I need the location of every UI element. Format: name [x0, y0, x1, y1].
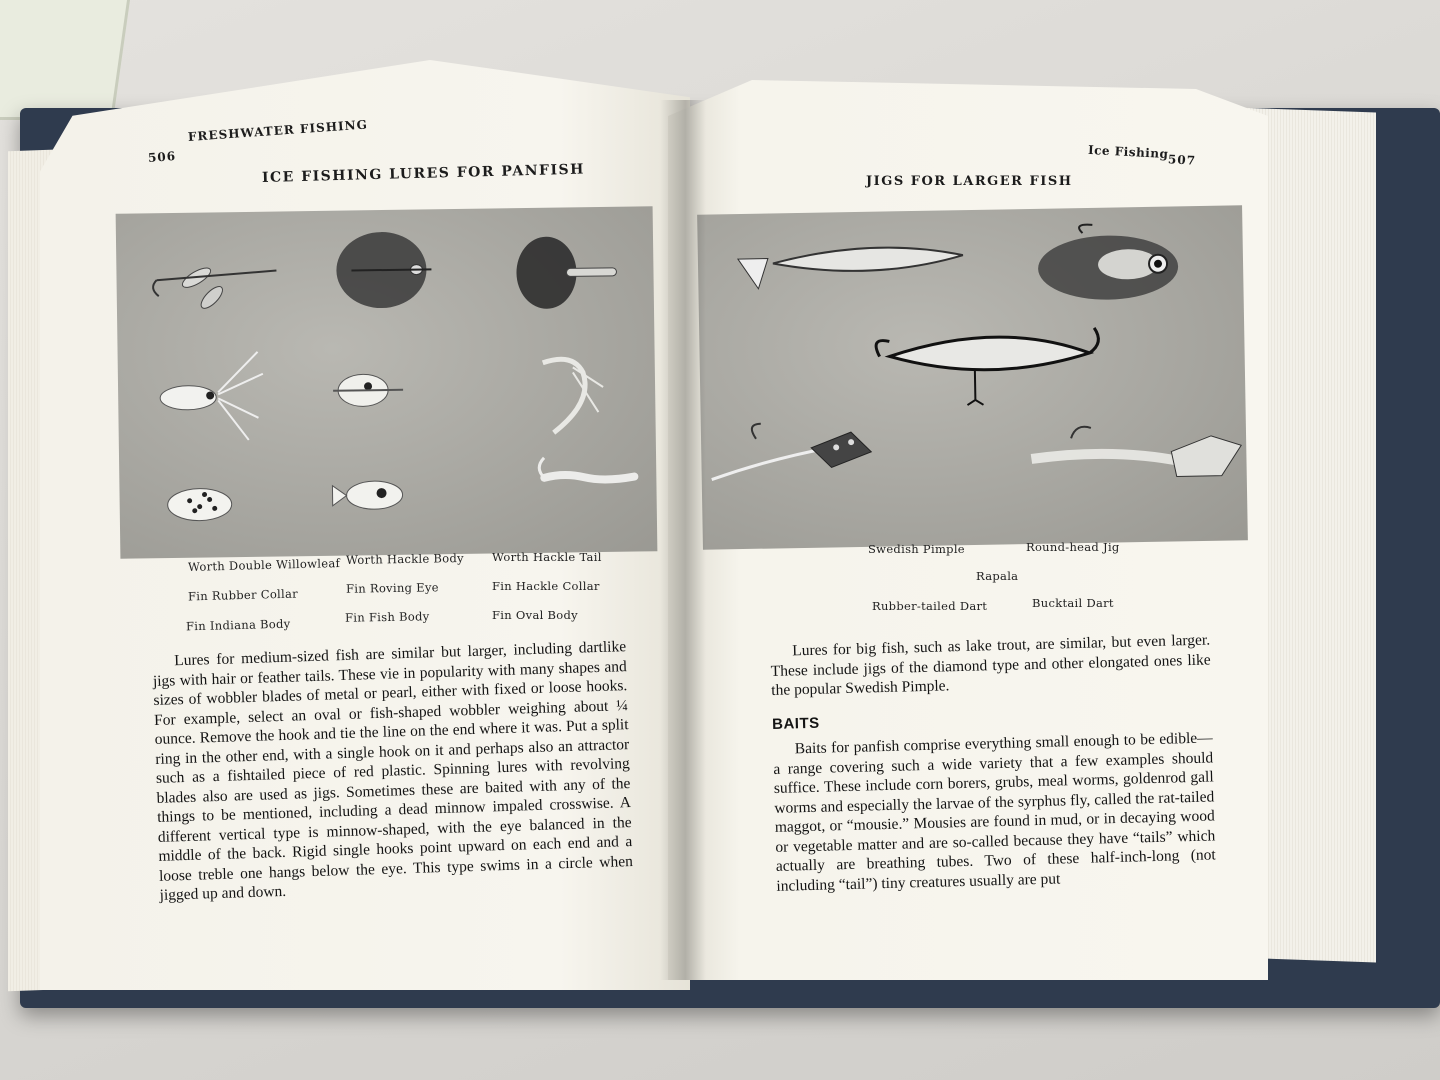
- left-body-text: [152, 637, 634, 905]
- fish-body-lure: [332, 481, 402, 510]
- hackle-tail-lure: [516, 236, 617, 309]
- indiana-body-lure: [167, 488, 231, 521]
- rubber-collar-lure: [160, 352, 264, 441]
- baits-heading: BAITS: [771, 714, 820, 733]
- medium-fish-lures-paragraph: Lures for medium-sized fish are similar but larger, including dartlike jigs with hair or feather tails. These vie in popularity with many shapes and sizes of wobbler blades of metal or pearl, either with fixed or loose hooks. For example, select an oval or fish-shaped wobbler weighing about ¼ ounce. Remove the hook and tie the line on the end where it was. Put a split ring in the other end, with a single hook on it and perhaps also an attractor such as a fishtailed piece of red plastic. Spinning lures with revolving blades also are used as jigs. Sometimes these are baited with any of the things to be mentioned, including a dead minnow impaled crosswise. A different vertical type is minnow-shaped, with the eye balanced in the middle of the back. Rigid single hooks point upward on each end and a loose treble one hangs below the eye. This type swims in a circle when jigged up and down.: [152, 638, 634, 904]
- caption-worth-double-willowleaf: Worth Double Willowleaf: [187, 556, 341, 574]
- right-body-text: [770, 630, 1216, 895]
- larger-fish-jigs-illustration: [697, 205, 1248, 549]
- double-willowleaf-lure: [153, 263, 277, 312]
- panfish-lures-photo: [116, 206, 658, 558]
- caption-fin-hackle-collar: Fin Hackle Collar: [492, 579, 600, 593]
- left-figure-title: ICE FISHING LURES FOR PANFISH: [261, 161, 586, 186]
- bucktail-dart-lure: [1031, 424, 1242, 479]
- swedish-pimple-lure: [738, 246, 964, 289]
- caption-bucktail-dart: Bucktail Dart: [1032, 596, 1114, 610]
- background-book: [0, 0, 130, 120]
- larger-fish-jigs-photo: [697, 205, 1248, 549]
- hackle-collar-lure: [543, 359, 604, 433]
- caption-worth-hackle-tail: Worth Hackle Tail: [492, 550, 602, 564]
- right-figure-title: JIGS FOR LARGER FISH: [866, 174, 1073, 189]
- caption-worth-hackle-body: Worth Hackle Body: [345, 550, 465, 568]
- panfish-lures-illustration: [116, 206, 658, 558]
- caption-rapala: Rapala: [976, 569, 1019, 583]
- caption-fin-fish-body: Fin Fish Body: [344, 609, 430, 625]
- oval-body-lure: [539, 457, 634, 481]
- caption-fin-indiana-body: Fin Indiana Body: [185, 616, 291, 634]
- roving-eye-lure: [333, 374, 403, 407]
- rubber-tailed-dart-lure: [711, 422, 872, 480]
- caption-fin-oval-body: Fin Oval Body: [492, 608, 578, 622]
- round-head-jig-lure: [1037, 223, 1178, 301]
- caption-fin-rubber-collar: Fin Rubber Collar: [187, 586, 299, 604]
- left-running-head: FRESHWATER FISHING: [187, 117, 369, 144]
- left-page-number: 506: [147, 149, 177, 165]
- rapala-lure: [876, 328, 1100, 407]
- big-fish-lures-paragraph: Lures for big fish, such as lake trout, are similar, but even larger. These include jigs of the diamond type and other elongated ones like the popular Swedish Pimple.: [770, 631, 1211, 699]
- baits-paragraph: Baits for panfish comprise everything small enough to be edible—a range covering such a wide variety that a few examples should suffice. These include corn borers, grubs, meal worms, goldenrod gall worms and especially the larvae of the syrphus fly, called the rat-tailed maggot, or “mousie.” Mousies are found in mud, or in decaying wood or vegetable matter and are so-called because they have “tails” which actually are breathing tubes. Two of these half-inch-long (not including “tail”) tiny creatures usually are put: [773, 729, 1216, 895]
- hackle-body-lure: [336, 231, 432, 308]
- caption-round-head-jig: Round-head Jig: [1026, 540, 1120, 554]
- caption-swedish-pimple: Swedish Pimple: [868, 542, 965, 556]
- caption-fin-roving-eye: Fin Roving Eye: [345, 580, 439, 596]
- book-gutter-shadow: [660, 100, 706, 980]
- right-running-head: Ice Fishing: [1087, 142, 1169, 162]
- right-page-number: 507: [1167, 152, 1197, 168]
- caption-rubber-tailed-dart: Rubber-tailed Dart: [872, 599, 988, 613]
